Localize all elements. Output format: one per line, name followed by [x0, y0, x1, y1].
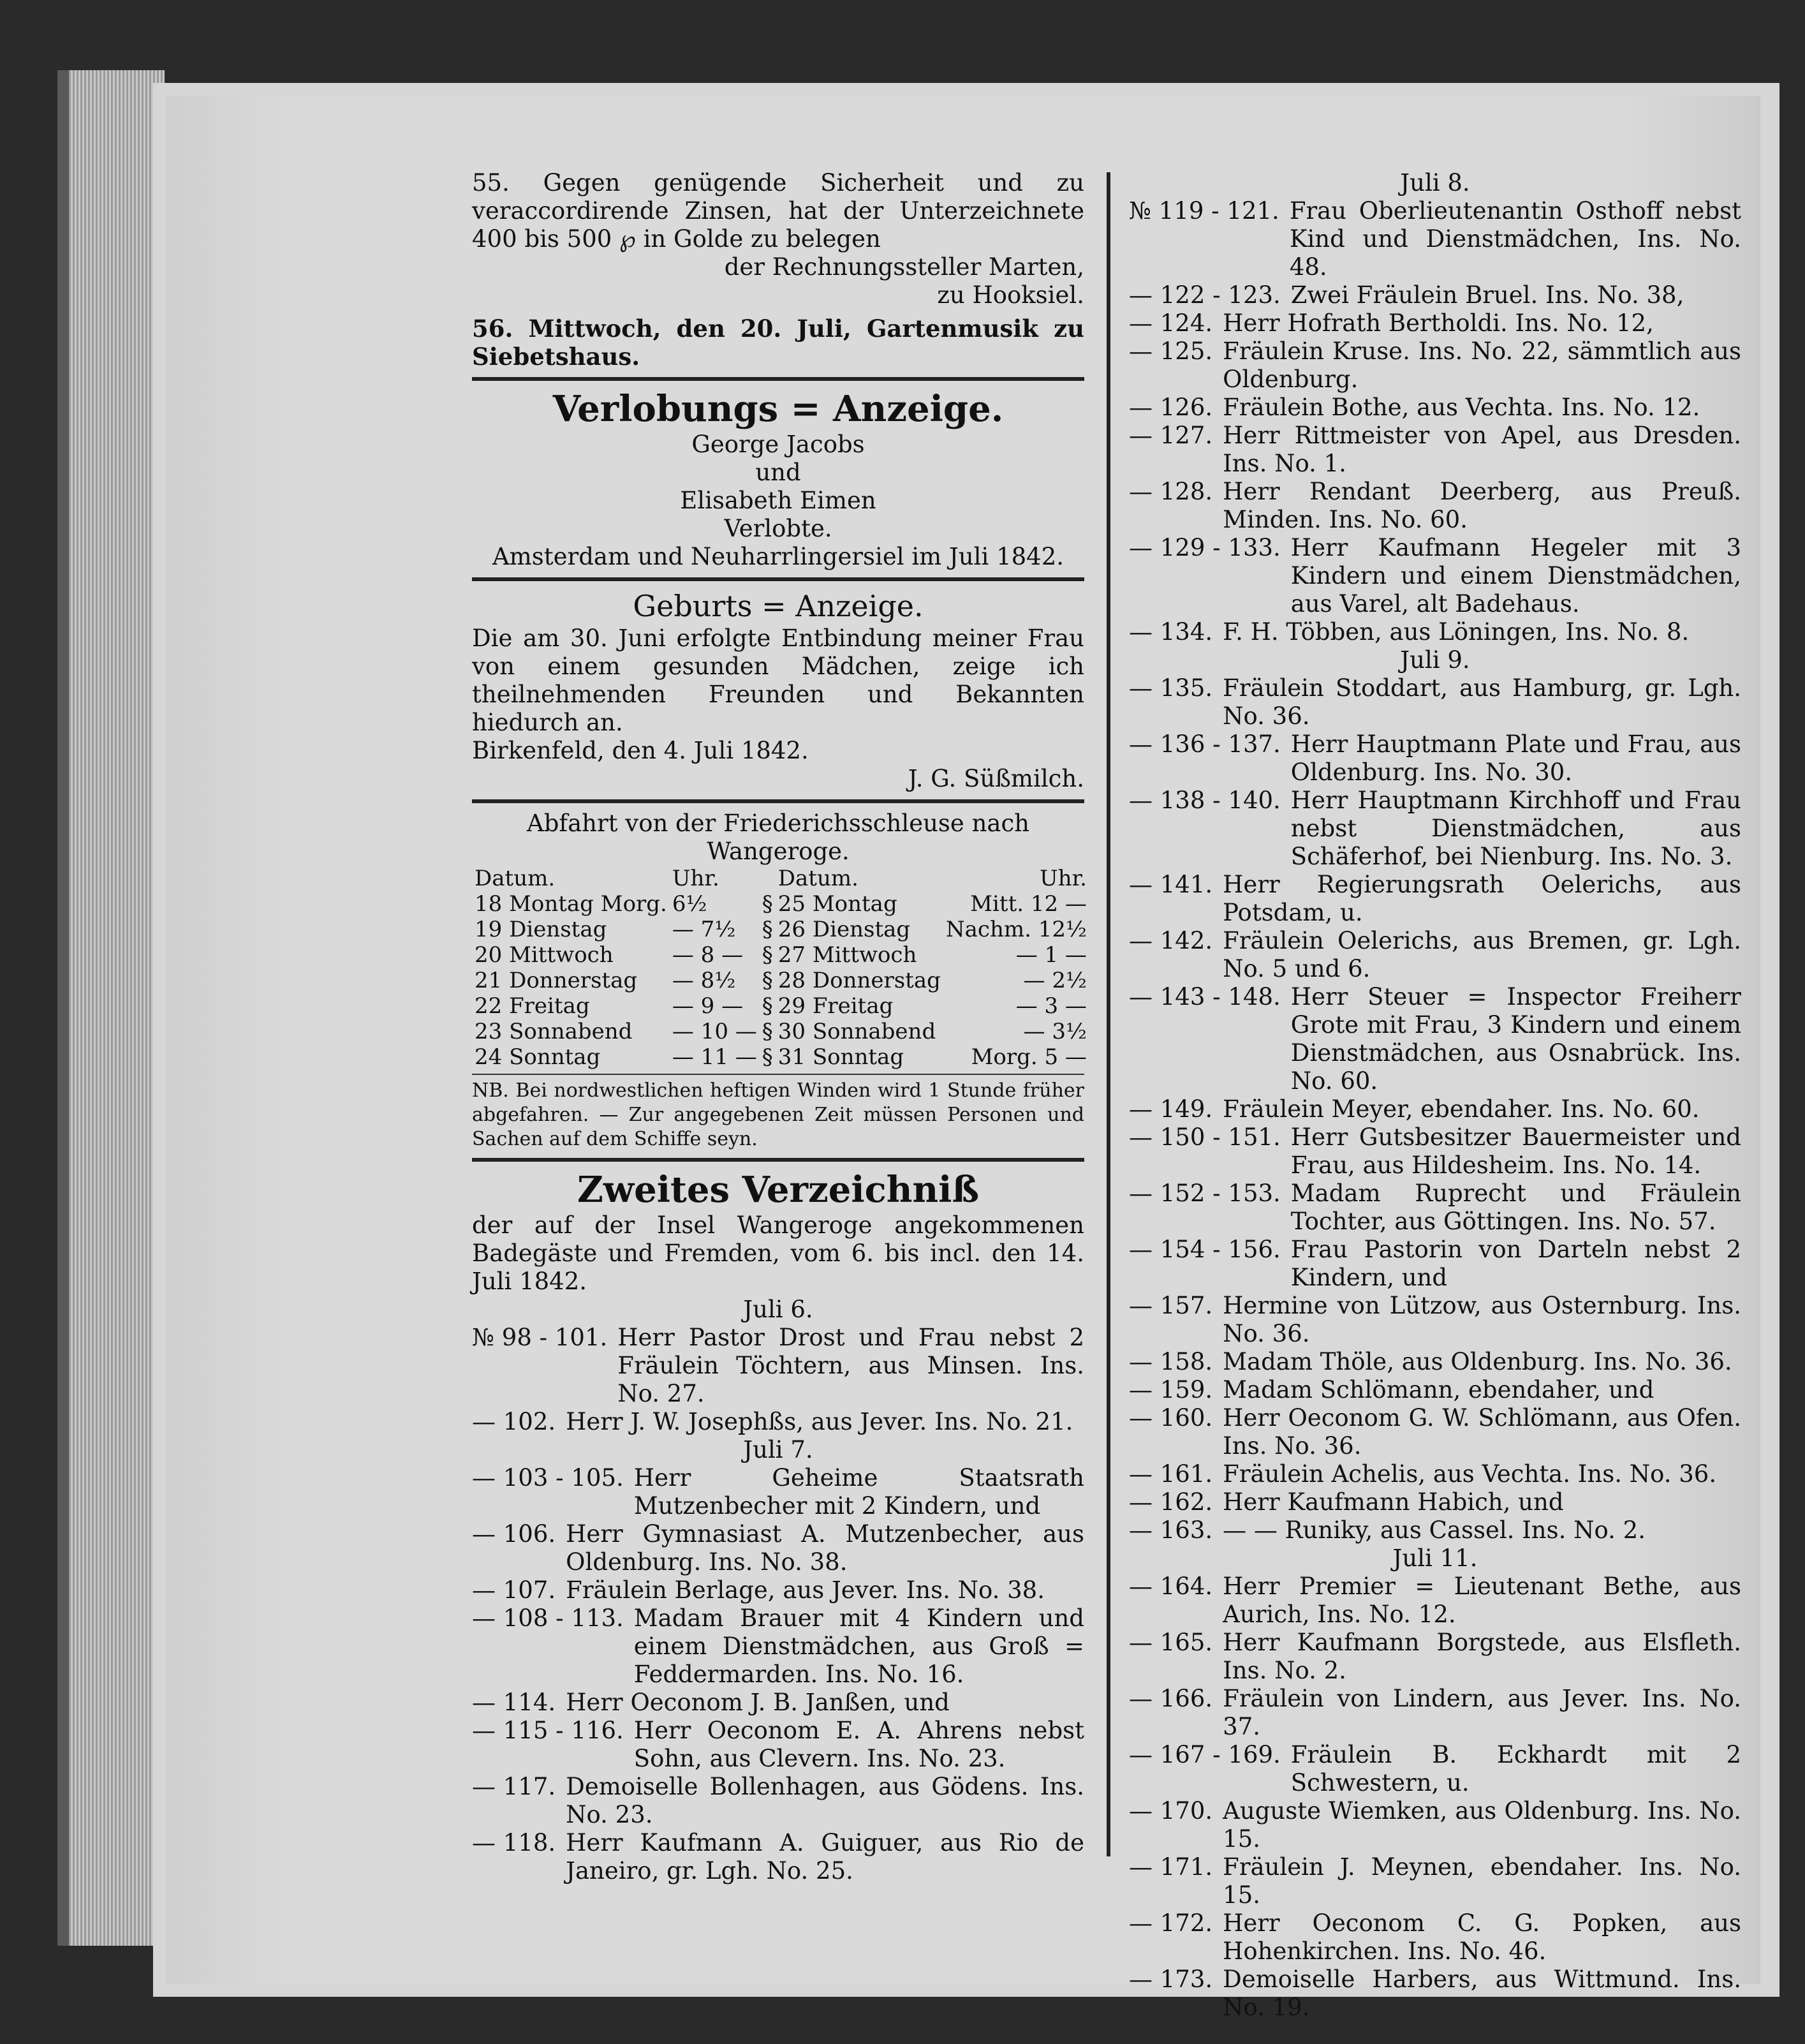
guest-number: — 163. — [1129, 1516, 1213, 1544]
guest-number: — 134. — [1129, 618, 1213, 646]
guest-text: Madam Thöle, aus Oldenburg. Ins. No. 36. — [1223, 1348, 1732, 1375]
guest-number: — 171. — [1129, 1853, 1213, 1881]
divider — [472, 1158, 1084, 1162]
guest-number: — 143 - 148. — [1129, 983, 1281, 1011]
guest-entry — [1129, 871, 1741, 927]
schedule-time-right: — 2½ — [1023, 968, 1087, 993]
engagement-name-1: George Jacobs — [691, 431, 865, 458]
guest-number: — 108 - 113. — [472, 1604, 624, 1632]
schedule-separator: § — [762, 917, 773, 942]
date-heading: Juli 6. — [743, 1296, 813, 1323]
guest-entry — [1129, 1180, 1741, 1236]
schedule-separator: § — [762, 993, 773, 1019]
guest-number: — 158. — [1129, 1348, 1213, 1375]
guest-entry — [472, 1717, 1084, 1773]
guest-number: — 159. — [1129, 1376, 1213, 1403]
schedule-day-left: 19 Dienstag — [475, 917, 607, 942]
guest-number: — 136 - 137. — [1129, 730, 1281, 758]
schedule-col-datum: Datum. — [777, 866, 858, 891]
book-edge — [57, 70, 165, 1946]
guest-entry — [1129, 422, 1741, 478]
guest-text: Demoiselle Harbers, aus Wittmund. Ins. No. 19. — [1223, 1966, 1741, 2021]
guest-number: — 160. — [1129, 1404, 1213, 1432]
guest-list-heading — [472, 1168, 1084, 1296]
guest-text: Herr J. W. Josephßs, aus Jever. Ins. No. 21. — [566, 1408, 1073, 1435]
schedule-separator: § — [762, 891, 773, 917]
guest-text: Herr Hofrath Bertholdi. Ins. No. 12, — [1223, 309, 1654, 337]
guest-text: Demoiselle Bollenhagen, aus Gödens. Ins. No. 23. — [566, 1773, 1084, 1828]
schedule-day-left: 22 Freitag — [475, 993, 590, 1019]
guest-entry — [1129, 1909, 1741, 1966]
schedule-time-right: — 3½ — [1023, 1019, 1087, 1044]
right-column — [1129, 169, 1741, 2022]
guest-list-left — [472, 1296, 1084, 1885]
schedule-time-right: Morg. 5 — — [971, 1044, 1087, 1070]
schedule-time-left: — 9 — — [672, 993, 744, 1019]
guest-entry — [1129, 1348, 1741, 1376]
schedule-col-datum: Datum. — [475, 866, 556, 891]
guest-number: — 162. — [1129, 1488, 1213, 1516]
guest-entry — [1129, 1376, 1741, 1404]
guest-number: — 157. — [1129, 1292, 1213, 1319]
guest-text: Fräulein Bothe, aus Vechta. Ins. No. 12. — [1223, 394, 1700, 421]
guest-entry — [472, 1689, 1084, 1717]
guest-entry — [1129, 1629, 1741, 1685]
guest-text: Hermine von Lützow, aus Osternburg. Ins. No. 36. — [1223, 1292, 1741, 1347]
guest-text: Fräulein Oelerichs, aus Bremen, gr. Lgh. No. 5 und 6. — [1223, 927, 1741, 982]
ad-55-signer: der Rechnungssteller Marten, — [724, 253, 1084, 281]
guest-text: Herr Premier = Lieutenant Bethe, aus Aurich, Ins. No. 12. — [1223, 1573, 1741, 1628]
schedule-table — [472, 866, 1089, 1070]
guest-text: Herr Kaufmann Habich, und — [1223, 1488, 1564, 1516]
ad-55-text: 55. Gegen genügende Sicherheit und zu veraccordirende Zinsen, hat der Unterzeichnete 400 bis 500 ℘ in Golde zu belegen — [472, 169, 1084, 253]
ferry-schedule — [472, 810, 1087, 1152]
schedule-row — [472, 993, 1089, 1019]
schedule-row — [472, 968, 1089, 993]
guest-entry — [1129, 1516, 1741, 1544]
guest-entry — [1129, 281, 1741, 309]
schedule-time-left: — 8 — — [672, 942, 744, 968]
guest-text: Fräulein J. Meynen, ebendaher. Ins. No. 15. — [1223, 1853, 1741, 1909]
guest-number: — 122 - 123. — [1129, 281, 1281, 309]
date-heading: Juli 9. — [1400, 646, 1470, 674]
schedule-separator: § — [762, 942, 773, 968]
guest-entry — [472, 1576, 1084, 1604]
guest-number: — 173. — [1129, 1966, 1213, 1993]
guest-number: — 142. — [1129, 927, 1213, 954]
guest-entry — [1129, 1236, 1741, 1292]
schedule-time-right: — 1 — — [1015, 942, 1087, 968]
guest-text: Herr Oeconom C. G. Popken, aus Hohenkirchen. Ins. No. 46. — [1223, 1909, 1741, 1965]
birth-notice — [472, 588, 1084, 793]
schedule-day-right: 28 Donnerstag — [777, 968, 941, 993]
guest-entry — [1129, 730, 1741, 787]
schedule-day-left: 20 Mittwoch — [475, 942, 614, 968]
schedule-row — [472, 1044, 1089, 1070]
schedule-row — [472, 891, 1089, 917]
guest-text: Fräulein Kruse. Ins. No. 22, sämmtlich aus Oldenburg. — [1223, 337, 1741, 393]
guest-entry — [1129, 1123, 1741, 1180]
guest-number: — 127. — [1129, 422, 1213, 449]
guest-entry — [1129, 478, 1741, 534]
divider — [472, 377, 1084, 381]
guest-entry — [472, 1520, 1084, 1576]
guest-entry — [1129, 1095, 1741, 1123]
guest-number: — 152 - 153. — [1129, 1180, 1281, 1207]
guest-entry — [1129, 1292, 1741, 1348]
guest-number: № 98 - 101. — [472, 1324, 608, 1351]
guest-number: — 172. — [1129, 1909, 1213, 1937]
schedule-separator: § — [762, 1019, 773, 1044]
guest-text: Herr Pastor Drost und Frau nebst 2 Fräulein Töchtern, aus Minsen. Ins. No. 27. — [617, 1324, 1084, 1407]
guest-entry — [1129, 1685, 1741, 1741]
schedule-day-right: 29 Freitag — [777, 993, 894, 1019]
date-heading: Juli 11. — [1392, 1544, 1478, 1572]
guest-number: — 125. — [1129, 337, 1213, 365]
guest-number: — 129 - 133. — [1129, 534, 1281, 561]
guest-entry — [472, 1464, 1084, 1520]
guest-text: Herr Rittmeister von Apel, aus Dresden. Ins. No. 1. — [1223, 422, 1741, 477]
schedule-note: NB. Bei nordwestlichen heftigen Winden wird 1 Stunde früher abgefahren. — Zur angegebenen Zeit müssen Personen und Sachen auf dem Schiffe seyn. — [472, 1079, 1084, 1150]
schedule-day-right: 25 Montag — [777, 891, 897, 917]
guest-text: Herr Gymnasiast A. Mutzenbecher, aus Oldenburg. Ins. No. 38. — [566, 1520, 1084, 1576]
divider — [472, 1074, 1084, 1075]
guest-entry — [1129, 1797, 1741, 1853]
guest-entry — [1129, 983, 1741, 1095]
guest-number: — 149. — [1129, 1095, 1213, 1123]
engagement-notice — [472, 387, 1084, 571]
guest-text: Herr Hauptmann Kirchhoff und Frau nebst Dienstmädchen, aus Schäferhof, bei Nienburg. Ins. No. 3. — [1290, 787, 1741, 870]
birth-heading: Geburts = Anzeige. — [633, 589, 924, 623]
guest-number: — 135. — [1129, 674, 1213, 702]
guest-entry — [1129, 1966, 1741, 2022]
guest-text: — — Runiky, aus Cassel. Ins. No. 2. — [1223, 1516, 1646, 1544]
guest-text: F. H. Többen, aus Löningen, Ins. No. 8. — [1223, 618, 1690, 646]
schedule-day-left: 23 Sonnabend — [475, 1019, 633, 1044]
schedule-time-left: — 7½ — [672, 917, 736, 942]
guest-entry — [1129, 674, 1741, 730]
guest-number: — 128. — [1129, 478, 1213, 505]
engagement-und: und — [755, 459, 801, 486]
guest-text: Fräulein Berlage, aus Jever. Ins. No. 38. — [566, 1576, 1045, 1604]
guest-number: — 102. — [472, 1408, 556, 1435]
schedule-time-left: — 11 — — [672, 1044, 757, 1070]
guest-text: Madam Ruprecht und Fräulein Tochter, aus Göttingen. Ins. No. 57. — [1290, 1180, 1741, 1235]
schedule-day-left: 18 Montag Morg. — [475, 891, 667, 917]
guest-text: Madam Schlömann, ebendaher, und — [1223, 1376, 1654, 1403]
guest-text: Madam Brauer mit 4 Kindern und einem Dienstmädchen, aus Groß = Feddermarden. Ins. No. 16. — [633, 1604, 1084, 1688]
guest-text: Herr Kaufmann A. Guiguer, aus Rio de Janeiro, gr. Lgh. No. 25. — [566, 1829, 1084, 1885]
birth-signer: J. G. Süßmilch. — [908, 765, 1084, 792]
guest-text: Fräulein B. Eckhardt mit 2 Schwestern, u. — [1290, 1741, 1741, 1796]
schedule-col-uhr: Uhr. — [1040, 866, 1087, 891]
guest-number: — 114. — [472, 1689, 556, 1716]
guest-number: — 150 - 151. — [1129, 1123, 1281, 1151]
schedule-col-uhr: Uhr. — [672, 866, 719, 891]
guest-entry — [1129, 534, 1741, 618]
guest-text: Fräulein Meyer, ebendaher. Ins. No. 60. — [1223, 1095, 1700, 1123]
guest-text: Frau Pastorin von Darteln nebst 2 Kindern, und — [1290, 1236, 1741, 1291]
guest-number: — 117. — [472, 1773, 556, 1800]
guest-number: — 165. — [1129, 1629, 1213, 1656]
guest-entry — [1129, 197, 1741, 281]
guest-list-subtitle: der auf der Insel Wangeroge angekommenen Badegäste und Fremden, vom 6. bis incl. den 14. Juli 1842. — [472, 1211, 1084, 1295]
guest-entry — [1129, 1573, 1741, 1629]
guest-number: — 118. — [472, 1829, 556, 1856]
engagement-name-2: Elisabeth Eimen — [680, 487, 876, 514]
guest-text: Herr Kaufmann Borgstede, aus Elsfleth. Ins. No. 2. — [1223, 1629, 1741, 1684]
guest-list-right — [1129, 169, 1741, 2022]
guest-text: Herr Hauptmann Plate und Frau, aus Oldenburg. Ins. No. 30. — [1290, 730, 1741, 786]
guest-text: Herr Gutsbesitzer Bauermeister und Frau, aus Hildesheim. Ins. No. 14. — [1290, 1123, 1741, 1179]
guest-entry — [1129, 309, 1741, 337]
guest-entry — [472, 1773, 1084, 1829]
schedule-day-right: 26 Dienstag — [777, 917, 911, 942]
divider — [472, 577, 1084, 581]
guest-text: Herr Oeconom E. A. Ahrens nebst Sohn, aus Clevern. Ins. No. 23. — [633, 1717, 1084, 1772]
schedule-time-right: Mitt. 12 — — [970, 891, 1087, 917]
schedule-time-right: Nachm. 12½ — [945, 917, 1087, 942]
guest-text: Herr Oeconom J. B. Janßen, und — [566, 1689, 950, 1716]
guest-entry — [1129, 394, 1741, 422]
guest-text: Herr Geheime Staatsrath Mutzenbecher mit 2 Kindern, und — [633, 1464, 1084, 1520]
ad-55-place: zu Hooksiel. — [937, 281, 1084, 309]
birth-place: Birkenfeld, den 4. Juli 1842. — [472, 737, 809, 764]
schedule-time-left: — 8½ — [672, 968, 736, 993]
date-heading: Juli 7. — [743, 1436, 813, 1463]
schedule-day-right: 30 Sonnabend — [777, 1019, 936, 1044]
guest-number: — 161. — [1129, 1460, 1213, 1488]
guest-number: — 115 - 116. — [472, 1717, 624, 1744]
schedule-day-right: 27 Mittwoch — [777, 942, 917, 968]
column-divider — [1107, 172, 1110, 1856]
guest-entry — [1129, 1741, 1741, 1797]
guest-entry — [1129, 1853, 1741, 1909]
date-heading: Juli 8. — [1400, 169, 1470, 196]
divider — [472, 799, 1084, 803]
engagement-heading: Verlobungs = Anzeige. — [552, 388, 1004, 430]
guest-entry — [472, 1604, 1084, 1689]
schedule-separator: § — [762, 968, 773, 993]
schedule-separator: § — [762, 1044, 773, 1070]
guest-number: — 106. — [472, 1520, 556, 1548]
guest-number: — 103 - 105. — [472, 1464, 624, 1492]
guest-number: — 126. — [1129, 394, 1213, 421]
guest-list-title: Zweites Verzeichniß — [577, 1169, 979, 1211]
guest-number: — 141. — [1129, 871, 1213, 898]
engagement-place: Amsterdam und Neuharrlingersiel im Juli 1842. — [492, 543, 1065, 570]
guest-entry — [1129, 787, 1741, 871]
guest-number: — 138 - 140. — [1129, 787, 1281, 814]
guest-text: Herr Kaufmann Hegeler mit 3 Kindern und einem Dienstmädchen, aus Varel, alt Badehaus. — [1290, 534, 1741, 618]
schedule-day-right: 31 Sonntag — [777, 1044, 904, 1070]
guest-text: Herr Steuer = Inspector Freiherr Grote mit Frau, 3 Kindern und einem Dienstmädchen, aus Osnabrück. Ins. No. 60. — [1290, 983, 1741, 1095]
schedule-time-left: 6½ — [672, 891, 707, 917]
guest-text: Herr Rendant Deerberg, aus Preuß. Minden. Ins. No. 60. — [1223, 478, 1741, 533]
guest-number: — 164. — [1129, 1573, 1213, 1600]
guest-entry — [1129, 1404, 1741, 1460]
schedule-row — [472, 917, 1089, 942]
guest-entry — [472, 1324, 1084, 1408]
guest-text: Frau Oberlieutenantin Osthoff nebst Kind und Dienstmädchen, Ins. No. 48. — [1289, 197, 1741, 281]
guest-entry — [1129, 927, 1741, 983]
guest-number: — 154 - 156. — [1129, 1236, 1281, 1263]
guest-text: Herr Oeconom G. W. Schlömann, aus Ofen. Ins. No. 36. — [1223, 1404, 1741, 1460]
guest-entry — [472, 1408, 1084, 1436]
ad-56-text: 56. Mittwoch, den 20. Juli, Gartenmusik zu Siebetshaus. — [472, 315, 1084, 371]
guest-text: Auguste Wiemken, aus Oldenburg. Ins. No. 15. — [1223, 1797, 1741, 1853]
guest-entry — [1129, 618, 1741, 646]
guest-number: — 167 - 169. — [1129, 1741, 1281, 1768]
schedule-heading: Abfahrt von der Friederichsschleuse nach Wangeroge. — [526, 810, 1030, 865]
schedule-day-left: 21 Donnerstag — [475, 968, 638, 993]
guest-number: — 124. — [1129, 309, 1213, 337]
guest-number: — 166. — [1129, 1685, 1213, 1712]
schedule-row — [472, 1019, 1089, 1044]
guest-text: Fräulein Achelis, aus Vechta. Ins. No. 36. — [1223, 1460, 1717, 1488]
guest-entry — [1129, 1460, 1741, 1488]
schedule-time-right: — 3 — — [1015, 993, 1087, 1019]
guest-text: Fräulein Stoddart, aus Hamburg, gr. Lgh. No. 36. — [1223, 674, 1741, 730]
guest-number: — 170. — [1129, 1797, 1213, 1825]
schedule-time-left: — 10 — — [672, 1019, 757, 1044]
guest-entry — [472, 1829, 1084, 1885]
guest-number: № 119 - 121. — [1129, 197, 1279, 225]
guest-entry — [1129, 337, 1741, 394]
guest-text: Herr Regierungsrath Oelerichs, aus Potsdam, u. — [1223, 871, 1741, 926]
guest-text: Zwei Fräulein Bruel. Ins. No. 38, — [1290, 281, 1684, 309]
schedule-row — [472, 942, 1089, 968]
guest-entry — [1129, 1488, 1741, 1516]
schedule-header-row — [472, 866, 1089, 891]
guest-number: — 107. — [472, 1576, 556, 1604]
engagement-status: Verlobte. — [724, 515, 832, 542]
left-column — [472, 169, 1087, 1885]
guest-text: Fräulein von Lindern, aus Jever. Ins. No. 37. — [1223, 1685, 1741, 1740]
birth-text: Die am 30. Juni erfolgte Entbindung meiner Frau von einem gesunden Mädchen, zeige ich theilnehmenden Freunden und Bekannten hiedurch an. — [472, 625, 1084, 736]
schedule-day-left: 24 Sonntag — [475, 1044, 601, 1070]
